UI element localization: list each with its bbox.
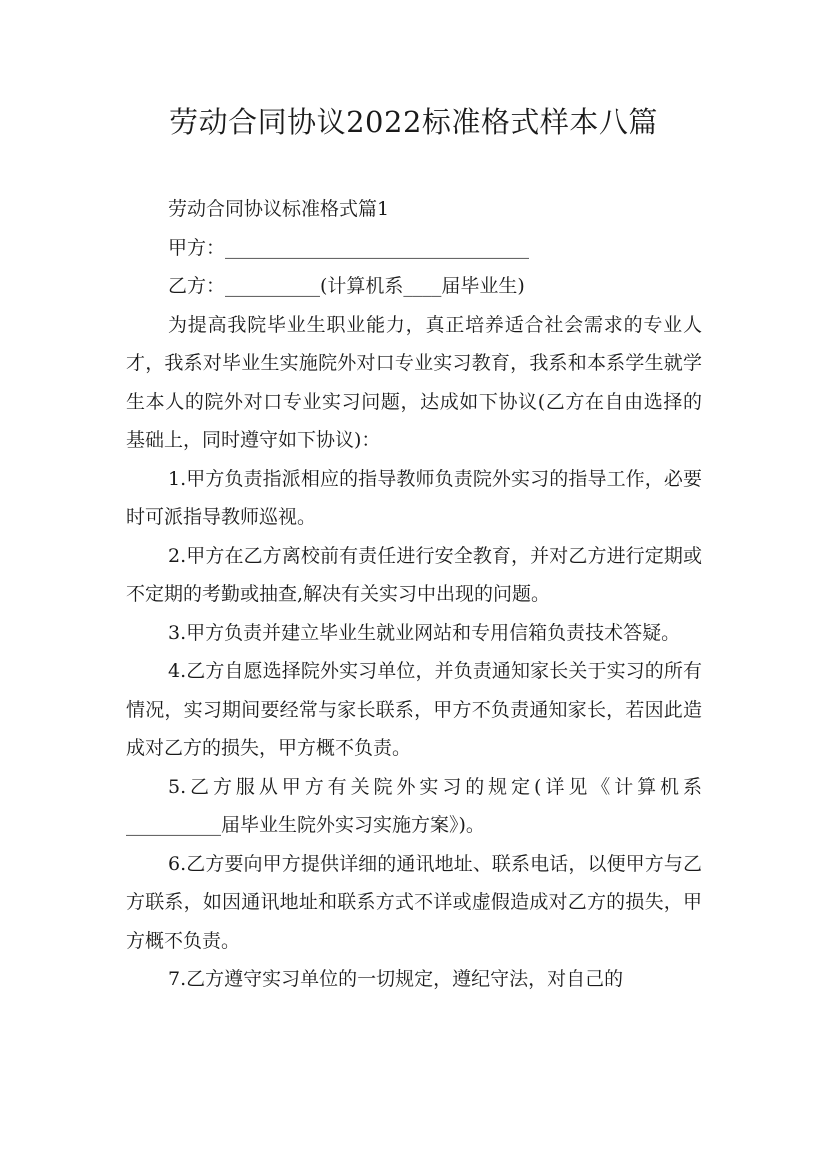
party-b-line: 乙方：__________(计算机系____届毕业生) xyxy=(168,275,525,297)
clause-6: 6.乙方要向甲方提供详细的通讯地址、联系电话，以便甲方与乙方联系，如因通讯地址和联系方式不详或虚假造成对乙方的损失，甲方概不负责。 xyxy=(126,852,702,952)
clause-2: 2.甲方在乙方离校前有责任进行安全教育，并对乙方进行定期或不定期的考勤或抽查,解决有关实习中出现的问题。 xyxy=(126,544,702,605)
section-heading: 劳动合同协议标准格式篇1 xyxy=(168,198,390,220)
clause-1: 1.甲方负责指派相应的指导教师负责院外实习的指导工作，必要时可派指导教师巡视。 xyxy=(126,467,702,528)
clause-4: 4.乙方自愿选择院外实习单位，并负责通知家长关于实习的所有情况，实习期间要经常与家长联系，甲方不负责通知家长，若因此造成对乙方的损失，甲方概不负责。 xyxy=(126,660,702,759)
clause-5: 5.乙方服从甲方有关院外实习的规定(详见《计算机系__________届毕业生院外实习实施方案》)。 xyxy=(126,775,702,836)
document-body xyxy=(126,190,702,999)
document-title: 劳动合同协议2022标准格式样本八篇 xyxy=(169,105,658,139)
party-a-line: 甲方：________________________________ xyxy=(168,236,530,259)
intro-paragraph: 为提高我院毕业生职业能力，真正培养适合社会需求的专业人才，我系对毕业生实施院外对口专业实习教育，我系和本系学生就学生本人的院外对口专业实习问题，达成如下协议(乙方在自由选择的基础上，同时遵守如下协议)： xyxy=(126,313,702,451)
clause-3: 3.甲方负责并建立毕业生就业网站和专用信箱负责技术答疑。 xyxy=(168,621,681,644)
clause-7: 7.乙方遵守实习单位的一切规定，遵纪守法，对自己的 xyxy=(168,968,624,990)
